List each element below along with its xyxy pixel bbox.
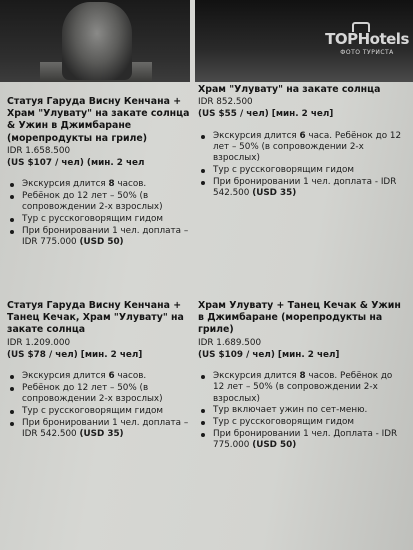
tour-price-idr: IDR 1.209.000	[7, 337, 71, 348]
tour-details-list	[7, 371, 191, 440]
price-usd-per-person: (US $107 / чел)	[7, 158, 84, 169]
tophotels-watermark	[322, 30, 412, 56]
price-min-persons: [мин. 2 чел]	[274, 349, 340, 360]
tour-price-usd	[7, 350, 191, 361]
price-min-persons: (мин. 2 чел	[83, 158, 145, 169]
list-item: Ребёнок до 12 лет – 50% (в сопровождении 2-х взрослых)	[7, 191, 191, 214]
tour-price-idr: IDR 1.689.500	[198, 337, 262, 348]
list-item: При бронировании 1 чел. доплата - IDR 542.500 (USD 35)	[198, 177, 406, 200]
list-item: При бронировании 1 чел. доплата – IDR 542.500 (USD 35)	[7, 418, 191, 441]
list-item: Экскурсия длится 8 часов.	[7, 179, 191, 190]
list-item: Ребёнок до 12 лет – 50% (в сопровождении 2-х взрослых)	[7, 383, 191, 406]
tour-details-list	[198, 131, 406, 200]
list-item: Экскурсия длится 8 часов. Ребёнок до 12 лет – 50% (в сопровождении 2-х взрослых)	[198, 371, 406, 405]
price-usd-per-person: (US $78 / чел)	[7, 349, 78, 360]
list-item: Тур с русскоговорящим гидом	[7, 406, 191, 417]
tour-price-usd	[198, 109, 406, 120]
list-item: При бронировании 1 чел. доплата – IDR 775.000 (USD 50)	[7, 226, 191, 249]
tour-title: Статуя Гаруда Висну Кенчана + Храм "Улувату" на закате солнца & Ужин в Джимбаране (морепродукты на гриле)	[7, 96, 190, 144]
tour-price-idr: IDR 852.500	[198, 97, 253, 108]
list-item: Тур с русскоговорящим гидом	[7, 214, 191, 225]
watermark-tagline: ФОТО ТУРИСТА	[340, 49, 394, 56]
list-item: Тур с русскоговорящим гидом	[198, 165, 406, 176]
price-usd-per-person: (US $55 / чел)	[198, 109, 269, 120]
list-item: Экскурсия длится 6 часа. Ребёнок до 12 лет – 50% (в сопровождении 2-х взрослых)	[198, 131, 406, 165]
tour-card-gwk-kecak-uluwatu	[7, 300, 191, 441]
watermark-brand: TOPHotels	[325, 30, 409, 48]
list-item: Тур включает ужин по сет-меню.	[198, 405, 406, 416]
price-min-persons: [мин. 2 чел]	[77, 349, 143, 360]
list-item: Экскурсия длится 6 часов.	[7, 371, 191, 382]
price-usd-per-person: (US $109 / чел)	[198, 349, 275, 360]
tour-price-usd	[7, 158, 191, 169]
tour-price-usd	[198, 350, 406, 361]
tour-details-list	[198, 371, 406, 451]
tour-title: Статуя Гаруда Висну Кенчана + Танец Кечак, Храм "Улувату" на закате солнца	[7, 300, 184, 336]
garuda-statue-shape	[62, 2, 132, 80]
tour-card-uluwatu-sunset	[198, 84, 406, 200]
tour-card-gwk-uluwatu-dinner	[7, 96, 191, 249]
tour-details-list	[7, 179, 191, 248]
list-item: При бронировании 1 чел. Доплата - IDR 775.000 (USD 50)	[198, 429, 406, 452]
tour-card-uluwatu-kecak-dinner	[198, 300, 406, 452]
list-item: Тур с русскоговорящим гидом	[198, 417, 406, 428]
tour-price-idr: IDR 1.658.500	[7, 145, 71, 156]
statue-photo	[0, 0, 190, 82]
tour-title: Храм Улувату + Танец Кечак & Ужин в Джимбаране (морепродукты на гриле)	[198, 300, 401, 336]
tour-title: Храм "Улувату" на закате солнца	[198, 84, 381, 95]
price-min-persons: [мин. 2 чел]	[268, 109, 334, 120]
